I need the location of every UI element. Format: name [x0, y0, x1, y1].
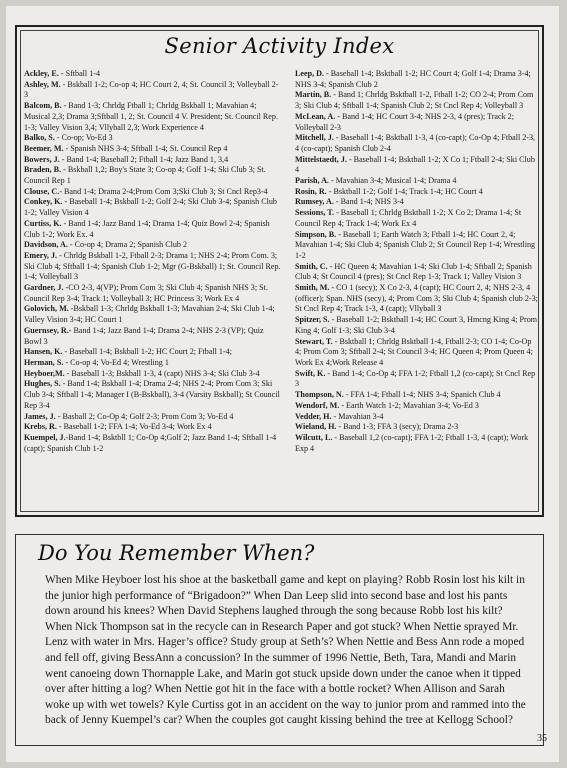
entry-activities: - Baseball 1-4; Bsktball 1-2; X Co 1; Ftball 2-4; Ski Club 4 [295, 154, 535, 175]
entry-name: Krebs, R. [24, 422, 57, 432]
entry-name: Guernsey, R. [24, 325, 69, 335]
entry-activities: - Baseball 1-4; Bskball 1-2; HC Court 2; Ftball 1-4; [62, 347, 232, 357]
entry-name: Martin, B. [295, 90, 332, 100]
entry-name: Simpson, B. [295, 229, 337, 239]
index-entry [295, 283, 538, 315]
index-entry [24, 347, 281, 358]
index-entry [24, 283, 281, 304]
entry-name: Heyboer,M. [24, 368, 65, 378]
entry-activities: - Co-op; Vo-Ed 3 [54, 133, 113, 143]
index-entry [295, 187, 538, 198]
entry-name: Thompson, N. [295, 390, 344, 400]
entry-name: Conkey, K. [24, 197, 63, 207]
entry-name: Bowers, J. [24, 154, 60, 164]
entry-activities: - Earth Watch 1-2; Mavahian 3-4; Vo-Ed 3 [339, 400, 479, 410]
entry-name: McLean, A. [295, 111, 336, 121]
entry-activities: - FFA 1-4; Ftball 1-4; NHS 3-4; Spanich Club 4 [343, 390, 501, 400]
entry-activities: -Bskball 1-3; Chrldg Bskball 1-3; Mavahian 2-4; Ski Club 1-4; Valley Vision 3-4; HC Court 1 [24, 304, 275, 325]
entry-activities: - Chrldg Bskball 1-2, Ftball 2-3; Drama 1; NHS 2-4; Prom Com. 3; Ski Club 4; Sftball 1-4; Spanish Club 1-2; Mgr (G-Bskball) 1; St. Council Rep. 1-4; Volleyball 3 [24, 250, 281, 282]
entry-name: Wilcutt, L. [295, 432, 333, 442]
entry-name: Golovich, M. [24, 304, 69, 314]
index-entry [24, 358, 281, 369]
entry-activities: - Band 1-4; Drama 2-4;Prom Com 3;Ski Club 3; St Cncl Rep3-4 [59, 186, 268, 196]
index-entry [24, 422, 281, 433]
entry-name: Leep, D. [295, 69, 324, 78]
entry-activities: - Band 1-4; Jazz Band 1-4; Drama 1-4; Quiz Bowl 2-4; Spanish Club 1-2; Work Ex. 4 [24, 218, 270, 239]
index-entry [295, 133, 538, 154]
entry-activities: - Band 1-4; Bskball 1-4; Drama 2-4; NHS 2-4; Prom Com 3; Ski Club 3-4; Sftball 1-4; Manager I (B-Bskball), 3-4 (Varsity Bskball); St Council Rep 3-4 [24, 379, 280, 410]
index-entry [295, 230, 538, 262]
index-entry [295, 315, 538, 336]
index-entry [24, 80, 281, 101]
index-entry [295, 337, 538, 369]
entry-activities: - Band 1-4; Co-Op 4; FFA 1-2; Ftball 1,2 (co-capt); St Cncl Rep 3 [295, 368, 536, 389]
entry-name: Rumsey, A. [295, 197, 334, 207]
index-entry [295, 197, 538, 208]
entry-activities: - Mavahian 3-4 [331, 411, 384, 421]
index-entry [295, 262, 538, 283]
index-entry [24, 155, 281, 166]
entry-activities: - Baseball 1; Chrldg Bsktball 1-2; X Co 2; Drama 1-4; St Council Rep 4; Track 1-4; Work Ex 4 [295, 208, 522, 228]
index-entry [295, 369, 538, 390]
entry-activities: - Co-op 4; Drama 2; Spanish Club 2 [67, 240, 188, 250]
entry-name: Hansen, K. [24, 347, 63, 357]
entry-activities: - Band 1-3; FFA 3 (secy); Drama 2-3 [336, 422, 459, 432]
remember-body: When Mike Heyboer lost his shoe at the basketball game and kept on playing? Robb Rosin lost his kilt in the junior high performance of “Brigadoon?” When Dan Leep slid into second base and lost his pants down around his knees? When David Stephens laughed through the song because Robb lost his kilt? When Nick Thompson sat in the recycle can in Research Paper and got stuck? When Nettie sprayed Mr. Lenz with water in Mrs. Hager’s office? Study group at Seth’s? When Nettie and Bess Ann rode a moped and fell off, giving BessAnn a concussion? In the summer of 1996 Nettie, Beth, Tara, Mandi and Marin went canoeing down Thornapple Lake, and Marin got stuck upside down under the canoe when it tipped over after hitting a log? When Nettie got hit in the face with a bottle rocket? When Allison and Sarah woke up with wet towels? Kyle Curtiss got in an accident on the way to junior prom and rammed into the back of Jenny Kuempel’s car? When the couples got caught kissing behind the tree at Kellogg School? [45, 574, 526, 727]
index-entry [24, 219, 281, 240]
index-entry [24, 101, 281, 133]
entry-name: Smith, M. [295, 283, 330, 293]
entry-activities: - Band 1; Chrldg Bsktball 1-2, Ftball 1-2; CO 2-4; Prom Com 3; Ski Club 4; Sftball 1-4; Spanish Club 2; St Cncl Rep 4; Volleyball 3 [295, 90, 534, 111]
entry-activities: - CO 1 (secy); X Co 2-3, 4 (capt); HC Court 2, 4; NHS 2-3, 4 (officer); Span. NHS (secy), 4; Prom Com 3; Ski Club 4; Spanish club 2-3; St Cncl Rep 4; Track 1-3, 4 (capt); Vllyball 3 [295, 283, 538, 314]
entry-name: Vedder, H. [295, 411, 332, 421]
entry-activities: - Baseball 1-3; Bskball 1-3, 4 (capt) NHS 3-4; Ski Club 3-4 [64, 368, 260, 378]
index-entry [295, 90, 538, 111]
index-entry [295, 176, 538, 187]
entry-name: Ackley, E. [24, 69, 59, 78]
index-entry [24, 165, 281, 186]
index-entry [24, 326, 281, 347]
index-right-column [295, 69, 538, 454]
entry-name: Emery, J. [24, 250, 58, 260]
do-you-remember-section [15, 534, 544, 746]
entry-name: Ashley, M. [24, 79, 61, 89]
entry-name: Smith, C. [295, 261, 328, 271]
entry-name: Davidson, A. [24, 240, 68, 250]
yearbook-page [6, 6, 559, 762]
senior-activity-index [15, 25, 544, 517]
entry-activities: - Co-op 4; Vo-Ed 4; Wrestling 1 [63, 357, 169, 367]
entry-activities: - Bskball 1-2; Co-op 4; HC Court 2, 4; St. Council 3; Volleyball 2-3 [24, 79, 279, 100]
remember-title: Do You Remember When? [38, 541, 315, 565]
entry-name: Parish, A. [295, 176, 329, 186]
entry-name: Curtiss, K. [24, 218, 62, 228]
index-entry [24, 433, 281, 454]
entry-name: Balko, S. [24, 133, 55, 143]
index-entry [24, 304, 281, 325]
entry-activities: - Band 1-4; Jazz Band 1-4; Drama 2-4; NHS 2-3 (VP); Quiz Bowl 3 [24, 325, 264, 346]
entry-name: Clouse, C. [24, 186, 60, 196]
index-title: Senior Activity Index [164, 34, 395, 58]
entry-activities: -Band 1-4; Bsktbll 1; Co-Op 4;Golf 2; Jazz Band 1-4; Sftball 1-4 (capt); Spanish Club 1-2 [24, 432, 277, 453]
entry-name: Spitzer, S. [295, 315, 330, 325]
index-left-column [24, 69, 281, 454]
entry-name: Wendorf, M. [295, 400, 340, 410]
entry-name: Sessions, T. [295, 208, 335, 218]
index-entry [295, 433, 538, 454]
entry-activities: - Baseball 1-4; Bsktball 1-2; HC Court 4; Golf 1-4; Drama 3-4; NHS 3-4; Spanish Club 2 [295, 69, 531, 89]
entry-activities: - Bsktball 1; Chrldg Bsktball 1-4, Ftball 2-3; CO 1-4; Co-Op 4; Prom Com 3; Sftball 2-4; St Council 3-4; HC Queen 4; Prom Queen 4; Work Ex 4;Work Release 4 [295, 336, 533, 367]
index-entry [24, 369, 281, 380]
entry-name: Herman, S. [24, 357, 64, 367]
entry-activities: - Band 1-4; Baseball 2; Ftball 1-4; Jazz Band 1, 3,4 [59, 154, 229, 164]
index-entry [295, 401, 538, 412]
entry-name: James, J. [24, 411, 56, 421]
entry-activities: - Band 1-4; NHS 3-4 [333, 197, 404, 207]
index-entry [24, 144, 281, 155]
index-entry [295, 412, 538, 423]
entry-activities: - Band 1-3; Chrldg Ftball 1; Chrldg Bskball 1; Mavahian 4; Musical 2,3; Drama 3;Sftball 1, 2; St. Council 4 V. President; St. Council Rep. 1-3; Valley Vision 3,4; Vllyball 2,3; Work Experience 4 [24, 101, 278, 132]
entry-name: Stewart, T. [295, 336, 333, 346]
index-entry [295, 155, 538, 176]
entry-name: Mittelstaedt, J. [295, 154, 347, 164]
index-entry [24, 379, 281, 411]
index-entry [295, 208, 538, 229]
entry-name: Beemer, M. [24, 143, 64, 153]
index-entry [24, 187, 281, 198]
entry-name: Kuempel, J. [24, 432, 66, 442]
entry-activities: - Bskball 1,2; Boy's State 3; Co-op 4; Golf 1-4; Ski Club 3; St. Council Rep 1 [24, 165, 266, 186]
index-entry [295, 69, 538, 90]
entry-activities: - Baseball 1,2 (co-capt); FFA 1-2; Ftball 1-3, 4 (capt); Work Exp 4 [295, 432, 529, 453]
index-entry [295, 422, 538, 433]
entry-activities: - Mavahian 3-4; Musical 1-4; Drama 4 [328, 176, 457, 186]
entry-activities: - Baseball 1-2; Bsktball 1-4; HC Court 3, Hmcng King 4; Prom King 4; Golf 1-3; Ski Club 3-4 [295, 315, 538, 335]
entry-activities: - Spanish NHS 3-4; Sftball 1-4; St. Council Rep 4 [63, 143, 228, 153]
index-entry [24, 69, 281, 80]
entry-name: Balcom, B. [24, 101, 62, 111]
entry-activities: - Baseball 1-4; Bskball 1-2; Golf 2-4; Ski Club 3-4; Spanish Club 1-2; Valley Vision 4 [24, 197, 277, 218]
entry-activities: - Band 1-4; HC Court 3-4; NHS 2-3, 4 (pres); Track 2; Volleyball 2-3 [295, 111, 514, 132]
entry-activities: - Baseball 1-4; Bsktball 1-3, 4 (co-capt); Co-Op 4; Ftball 2-3, 4 (co-capt); Spanish Club 2-4 [295, 133, 536, 153]
index-entry [24, 251, 281, 283]
index-entry [24, 197, 281, 218]
entry-activities: - HC Queen 4; Mavahian 1-4; Ski Club 1-4; Sftball 2; Spanish Club 4; St Council 4 (pres); St Cncl Rep 1-3; Track 1; Valley Vision 3 [295, 261, 532, 282]
entry-activities: - Basball 2; Co-Op 4; Golf 2-3; Prom Com 3; Vo-Ed 4 [55, 411, 234, 421]
index-entry [295, 390, 538, 401]
entry-activities: - Baseball 1; Earth Watch 3; Ftball 1-4; HC Court 2, 4; Mavahian 1-4; Ski Club 4; Spanish Club 2; St Council Rep 1-4; Wrestling 1-2 [295, 229, 536, 260]
entry-name: Braden, B. [24, 165, 62, 175]
entry-name: Wieland, H. [295, 422, 337, 432]
entry-name: Swift, K. [295, 368, 326, 378]
index-entry [295, 112, 538, 133]
entry-activities: - Sftball 1-4 [58, 69, 100, 78]
entry-name: Mitchell, J. [295, 133, 334, 143]
page-number: 35 [537, 733, 547, 744]
index-entry [24, 412, 281, 423]
index-entry [24, 133, 281, 144]
entry-activities: - Baseball 1-2; FFA 1-4; Vo-Ed 3-4; Work Ex 4 [56, 422, 212, 432]
entry-name: Rosin, R. [295, 186, 327, 196]
entry-activities: -CO 2-3, 4(VP); Prom Com 3; Ski Club 4; Spanish NHS 3; St. Council Rep 3-4; Track 1; Volleyball 3; HC Princess 3; Work Ex 4 [24, 283, 268, 303]
entry-activities: - Bsktball 1-2; Golf 1-4; Track 1-4; HC Court 4 [326, 186, 483, 196]
entry-name: Gardner, J. [24, 283, 64, 293]
index-entry [24, 240, 281, 251]
entry-name: Hughes, S. [24, 379, 61, 389]
